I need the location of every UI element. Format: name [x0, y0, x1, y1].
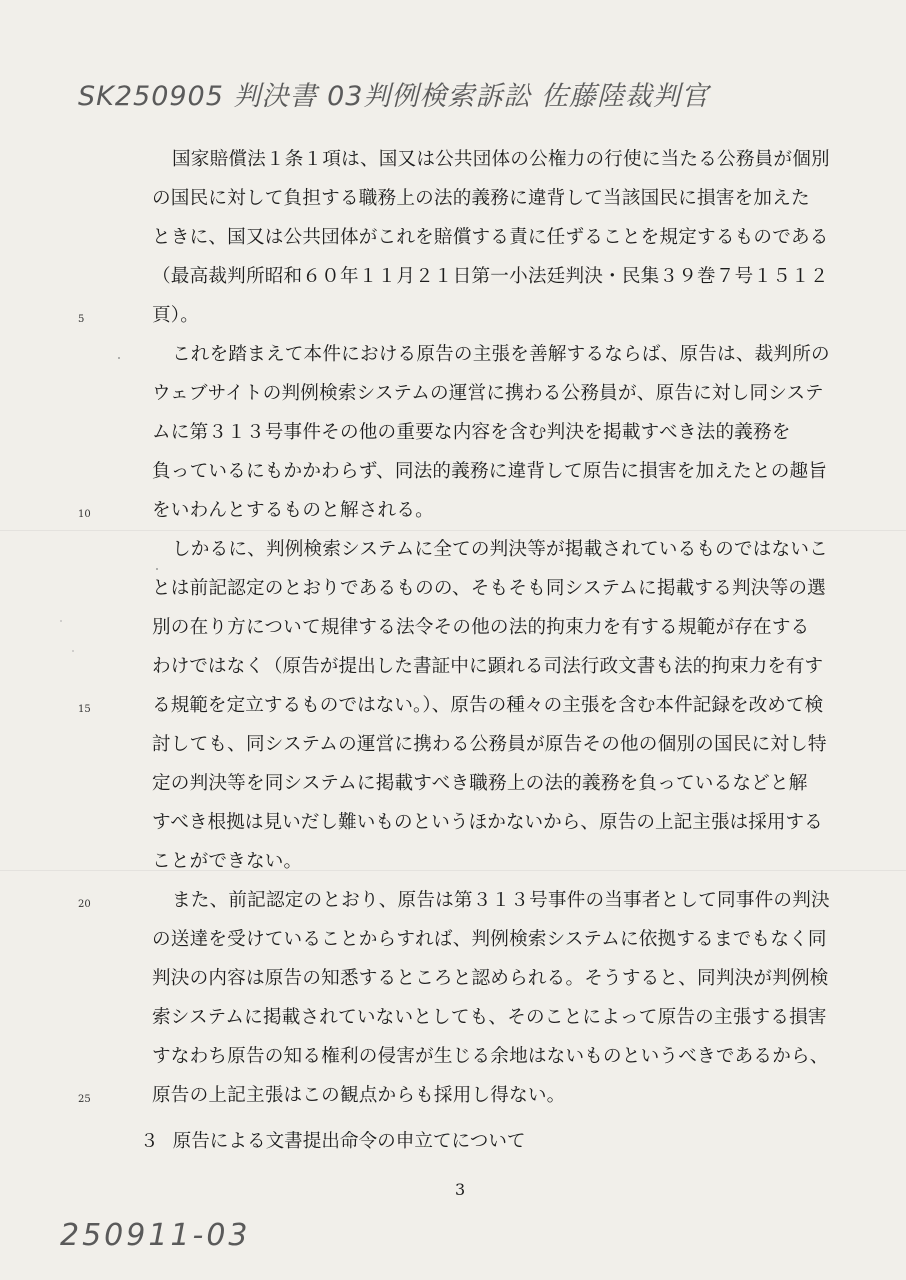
text-line: の国民に対して負担する職務上の法的義務に違背して当該国民に損害を加えた [152, 188, 810, 209]
paragraph [152, 335, 830, 530]
section-title: 原告による文書提出命令の申立てについて [172, 1131, 526, 1152]
scan-speck [156, 568, 158, 570]
text-line: ムに第３１３号事件その他の重要な内容を含む判決を掲載すべき法的義務を [152, 422, 791, 443]
text-line: （最高裁判所昭和６０年１１月２１日第一小法廷判決・民集３９巻７号１５１２ [152, 266, 829, 287]
text-line: 別の在り方について規律する法令その他の法的拘束力を有する規範が存在する [152, 617, 810, 638]
text-line: これを踏まえて本件における原告の主張を善解するならば、原告は、裁判所の [172, 344, 830, 365]
text-line: る規範を定立するものではない。）、原告の種々の主張を含む本件記録を改めて検 [152, 695, 824, 716]
text-line: 索システムに掲載されていないとしても、そのことによって原告の主張する損害 [152, 1007, 827, 1028]
line-number: 20 [78, 899, 91, 910]
text-line: をいわんとするものと解される。 [152, 500, 434, 521]
paragraph [152, 881, 830, 1115]
handwritten-header-annotation: SK250905 判決書 03判例検索訴訟 佐藤陸裁判官 [78, 81, 710, 112]
text-line: 負っているにもかかわらず、同法的義務に違背して原告に損害を加えたとの趣旨 [152, 461, 828, 482]
text-line: 討しても、同システムの運営に携わる公務員が原告その他の個別の国民に対し特 [152, 734, 827, 755]
text-line: 定の判決等を同システムに掲載すべき職務上の法的義務を負っているなどと解 [152, 773, 808, 794]
text-line: わけではなく（原告が提出した書証中に顕れる司法行政文書も法的拘束力を有す [152, 656, 824, 677]
text-line: また、前記認定のとおり、原告は第３１３号事件の当事者として同事件の判決 [172, 890, 830, 911]
text-line: とは前記認定のとおりであるものの、そもそも同システムに掲載する判決等の選 [152, 578, 826, 599]
text-line: 判決の内容は原告の知悉するところと認められる。そうすると、同判決が判例検 [152, 968, 829, 989]
text-line: すべき根拠は見いだし難いものというほかないから、原告の上記主張は採用する [152, 812, 823, 833]
judgment-body [152, 140, 830, 1115]
text-line: 原告の上記主張はこの観点からも採用し得ない。 [152, 1085, 566, 1106]
text-line: ことができない。 [152, 851, 303, 872]
page-number: 3 [455, 1180, 466, 1199]
line-number: 15 [78, 704, 91, 715]
text-line: ときに、国又は公共団体がこれを賠償する責に任ずることを規定するものである [152, 227, 829, 248]
text-line: すなわち原告の知る権利の侵害が生じる余地はないものというべきであるから、 [152, 1046, 829, 1067]
section-number: ３ [140, 1131, 159, 1152]
line-number: 25 [78, 1094, 91, 1105]
text-line: 頁）。 [152, 305, 200, 326]
paragraph [152, 530, 828, 881]
text-line: ウェブサイトの判例検索システムの運営に携わる公務員が、原告に対し同システ [152, 383, 824, 404]
handwritten-footer-annotation: 250911-03 [60, 1218, 251, 1253]
scan-speck [118, 357, 120, 359]
paragraph [152, 140, 830, 335]
scan-speck [60, 620, 62, 622]
line-number: 5 [78, 314, 85, 325]
line-number: 10 [78, 509, 91, 520]
text-line: しかるに、判例検索システムに全ての判決等が掲載されているものではないこ [172, 539, 828, 560]
text-line: 国家賠償法１条１項は、国又は公共団体の公権力の行使に当たる公務員が個別 [172, 149, 830, 170]
scan-speck [72, 650, 74, 652]
text-line: の送達を受けていることからすれば、判例検索システムに依拠するまでもなく同 [152, 929, 827, 950]
section-heading [140, 1122, 540, 1161]
